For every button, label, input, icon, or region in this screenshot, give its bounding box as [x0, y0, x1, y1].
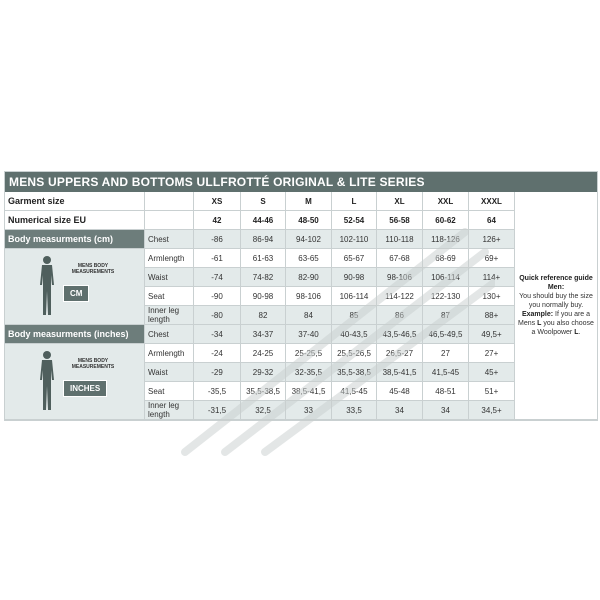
- measurement-value: 46,5-49,5: [423, 325, 469, 344]
- measurement-label: Armlength: [145, 249, 194, 268]
- measurement-value: 82: [241, 306, 286, 325]
- body-silhouette-icon: [39, 255, 55, 317]
- measurement-value: 94-102: [286, 230, 332, 249]
- measurement-label: Seat: [145, 382, 194, 401]
- measurement-value: 63-65: [286, 249, 332, 268]
- size-header: XL: [377, 192, 423, 211]
- measurement-value: 26,5-27: [377, 344, 423, 363]
- measurement-label: Waist: [145, 268, 194, 287]
- reference-example: [518, 310, 594, 337]
- measurement-value: 88+: [469, 306, 515, 325]
- measurement-value: 45+: [469, 363, 515, 382]
- measurement-value: -24: [194, 344, 241, 363]
- measurement-value: 34,5+: [469, 401, 515, 420]
- quick-reference: [515, 192, 597, 420]
- measurement-label: Seat: [145, 287, 194, 306]
- eu-size-header: 42: [194, 211, 241, 230]
- eu-size-header: 44-46: [241, 211, 286, 230]
- measurement-value: 114-122: [377, 287, 423, 306]
- measurement-value: 33,5: [332, 401, 377, 420]
- example-size: L: [537, 320, 542, 327]
- measurement-value: 118-126: [423, 230, 469, 249]
- example-text: you also choose a Woolpower: [531, 320, 594, 336]
- measurement-value: 74-82: [241, 268, 286, 287]
- measurement-value: 48-51: [423, 382, 469, 401]
- measurement-value: 90-98: [241, 287, 286, 306]
- measurement-value: 84: [286, 306, 332, 325]
- header-spacer: [145, 192, 194, 211]
- eu-size-header: 52-54: [332, 211, 377, 230]
- size-header: XS: [194, 192, 241, 211]
- example-text: If you are a Mens: [518, 311, 591, 327]
- measurement-value: 82-90: [286, 268, 332, 287]
- measurement-label: Chest: [145, 325, 194, 344]
- measurement-value: 45-48: [377, 382, 423, 401]
- example-text: .: [578, 329, 581, 336]
- measurement-value: 98-106: [377, 268, 423, 287]
- measurement-value: 106-114: [423, 268, 469, 287]
- garment-size-label: Garment size: [5, 192, 145, 211]
- eu-size-header: 64: [469, 211, 515, 230]
- measurement-value: 110-118: [377, 230, 423, 249]
- measurement-value: 51+: [469, 382, 515, 401]
- measurement-value: 35,5-38,5: [332, 363, 377, 382]
- measurement-value: 43,5-46,5: [377, 325, 423, 344]
- measurement-value: 49,5+: [469, 325, 515, 344]
- measurement-value: 126+: [469, 230, 515, 249]
- size-header: S: [241, 192, 286, 211]
- measurement-value: 90-98: [332, 268, 377, 287]
- measurement-value: 34: [377, 401, 423, 420]
- measurement-value: -86: [194, 230, 241, 249]
- cm-badge: CM: [63, 285, 89, 302]
- measurement-value: -31,5: [194, 401, 241, 420]
- measurement-value: -29: [194, 363, 241, 382]
- measurement-value: -80: [194, 306, 241, 325]
- measurement-value: 41,5-45: [423, 363, 469, 382]
- measurement-value: 122-130: [423, 287, 469, 306]
- chart-title: MENS UPPERS AND BOTTOMS ULLFROTTÉ ORIGINAL & LITE SERIES: [5, 172, 597, 192]
- measurement-value: 25-25,5: [286, 344, 332, 363]
- size-grid: [5, 192, 597, 420]
- example-label: Example:: [521, 311, 554, 318]
- size-header: L: [332, 192, 377, 211]
- measurement-value: 65-67: [332, 249, 377, 268]
- measurement-value: 85: [332, 306, 377, 325]
- eu-size-header: 56-58: [377, 211, 423, 230]
- inches-panel-text: MENS BODY MEASUREMENTS: [71, 358, 115, 370]
- measurement-value: 38,5-41,5: [377, 363, 423, 382]
- measurement-value: 37-40: [286, 325, 332, 344]
- measurement-value: -90: [194, 287, 241, 306]
- cm-body-panel: [5, 249, 145, 325]
- size-header: XXL: [423, 192, 469, 211]
- measurement-label: Chest: [145, 230, 194, 249]
- measurement-value: -61: [194, 249, 241, 268]
- measurement-value: 114+: [469, 268, 515, 287]
- measurement-value: 27+: [469, 344, 515, 363]
- measurement-value: 29-32: [241, 363, 286, 382]
- reference-heading: Quick reference guide Men:: [519, 275, 593, 291]
- measurement-value: 61-63: [241, 249, 286, 268]
- measurement-label: Inner leg length: [145, 306, 194, 325]
- measurement-label: Waist: [145, 363, 194, 382]
- measurement-value: 40-43,5: [332, 325, 377, 344]
- measurement-value: 68-69: [423, 249, 469, 268]
- measurement-value: 35,5-38,5: [241, 382, 286, 401]
- size-chart: [4, 171, 598, 421]
- measurement-value: 86-94: [241, 230, 286, 249]
- measurement-value: 69+: [469, 249, 515, 268]
- measurement-value: 32,5: [241, 401, 286, 420]
- measurement-value: 86: [377, 306, 423, 325]
- inches-badge: INCHES: [63, 380, 107, 397]
- measurement-value: 25,5-26,5: [332, 344, 377, 363]
- measurement-value: 130+: [469, 287, 515, 306]
- cm-panel-text: MENS BODY MEASUREMENTS: [71, 263, 115, 275]
- numerical-size-label: Numerical size EU: [5, 211, 145, 230]
- reference-line: You should buy the size you normally buy.: [519, 293, 593, 309]
- measurement-value: 106-114: [332, 287, 377, 306]
- size-header: M: [286, 192, 332, 211]
- measurement-value: 24-25: [241, 344, 286, 363]
- measurement-value: 27: [423, 344, 469, 363]
- measurement-label: Inner leg length: [145, 401, 194, 420]
- example-size: L: [574, 329, 579, 336]
- inches-section-label: Body measurments (inches): [5, 325, 145, 344]
- measurement-value: 32-35,5: [286, 363, 332, 382]
- body-silhouette-icon: [39, 350, 55, 412]
- measurement-label: Armlength: [145, 344, 194, 363]
- measurement-value: 41,5-45: [332, 382, 377, 401]
- eu-size-header: 48-50: [286, 211, 332, 230]
- measurement-value: 34-37: [241, 325, 286, 344]
- measurement-value: 102-110: [332, 230, 377, 249]
- measurement-value: 34: [423, 401, 469, 420]
- header-spacer: [145, 211, 194, 230]
- cm-section-label: Body measurments (cm): [5, 230, 145, 249]
- measurement-value: 98-106: [286, 287, 332, 306]
- measurement-value: 33: [286, 401, 332, 420]
- measurement-value: -35,5: [194, 382, 241, 401]
- measurement-value: 87: [423, 306, 469, 325]
- measurement-value: 67-68: [377, 249, 423, 268]
- inches-body-panel: [5, 344, 145, 420]
- measurement-value: -74: [194, 268, 241, 287]
- measurement-value: 38,5-41,5: [286, 382, 332, 401]
- measurement-value: -34: [194, 325, 241, 344]
- size-header: XXXL: [469, 192, 515, 211]
- eu-size-header: 60-62: [423, 211, 469, 230]
